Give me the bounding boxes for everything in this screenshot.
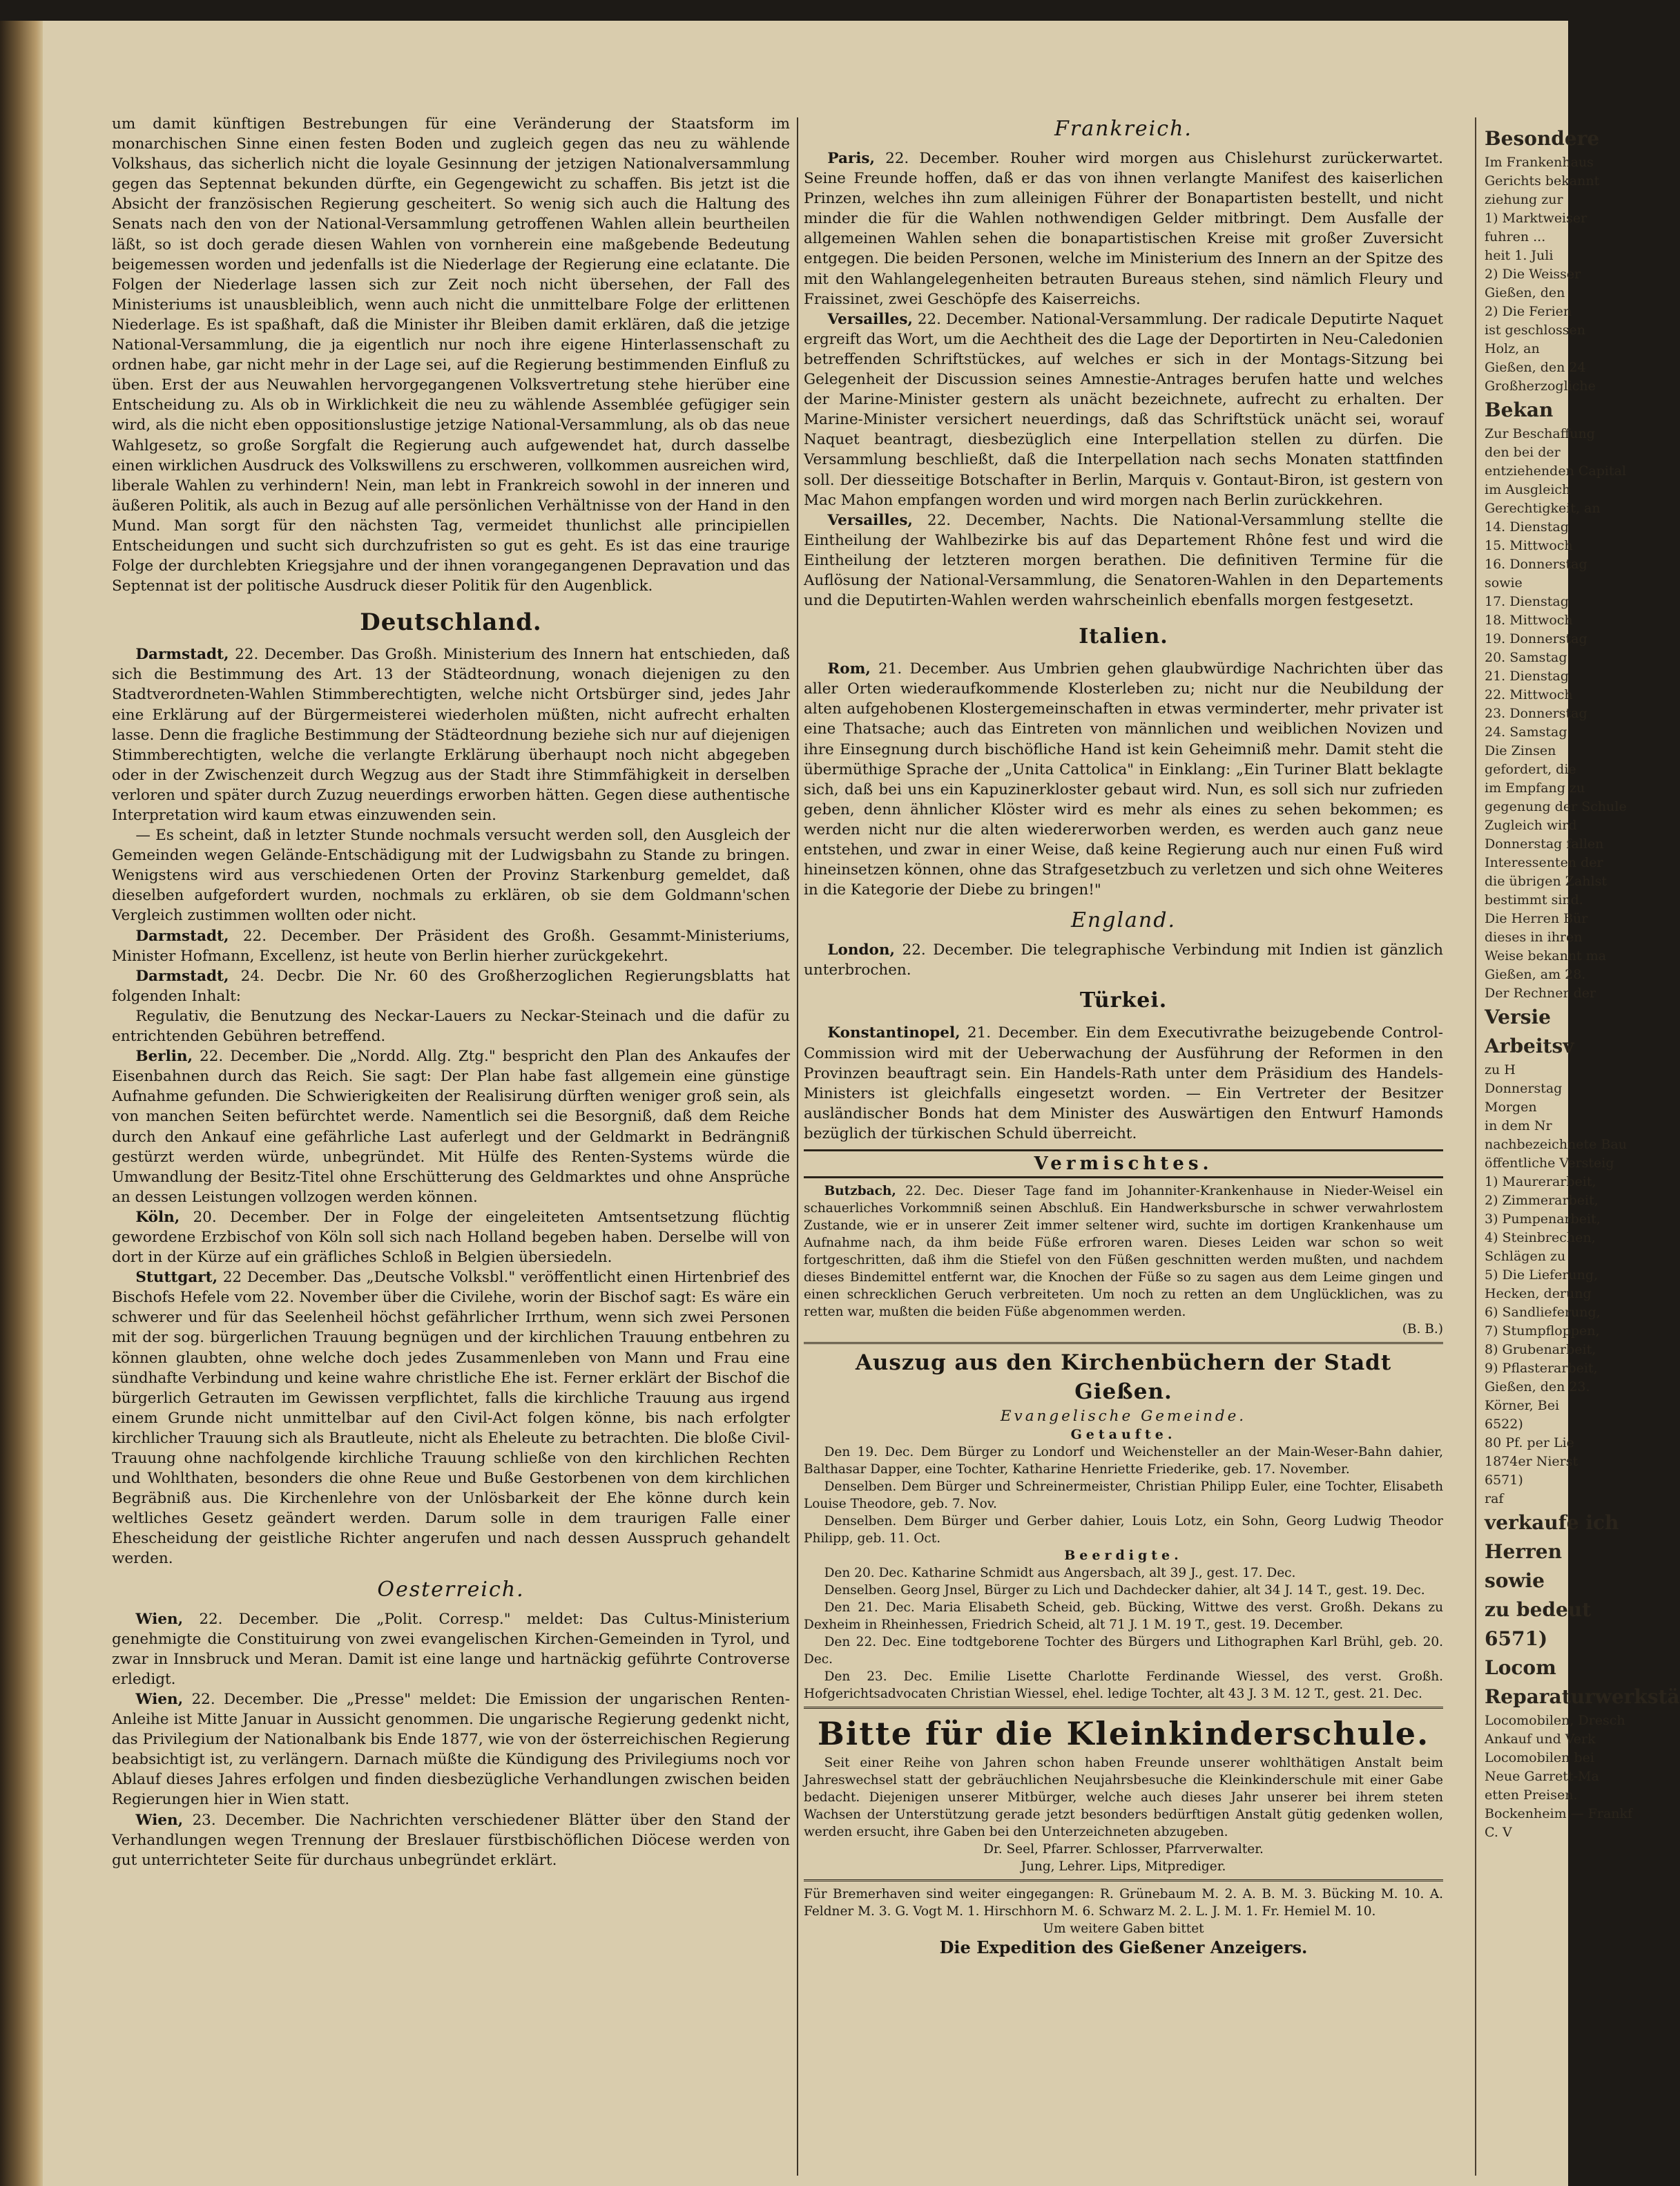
- article-rom: [804, 659, 1443, 900]
- ad-fragment-line: 14. Dienstag: [1485, 519, 1569, 535]
- ad-fragment-line: Hecken, derung: [1485, 1286, 1592, 1301]
- ad-fragment-line: Zugleich wird: [1485, 818, 1577, 833]
- ad-fragment-line: ist geschlossen: [1485, 323, 1586, 338]
- article-body: 22. December, Nachts. Die National-Versammlung stellte die Eintheilung der Wahlbezirke bis auf das Departement Rhône fest und wird die Eintheilung der letzteren morgen berathen. Die definitiven Termine für die Auflösung der National-Versammlung, die Senatoren-Wahlen in den Departements und die Deputirten-Wahlen werden wahrscheinlich ebenfalls morgen festgesetzt.: [804, 511, 1443, 610]
- ad-fragment-line: 1) Maurerarbeit,: [1485, 1174, 1596, 1189]
- record-entry: Denselben. Dem Bürger und Gerber dahier, Louis Lotz, ein Sohn, Georg Ludwig Theodor Philipp, geb. 11. Oct.: [804, 1514, 1443, 1546]
- ad-fragment-line: Herren: [1485, 1540, 1562, 1563]
- ad-fragment-line: gefordert, die: [1485, 762, 1576, 777]
- ad-fragment-line: 1874er Nierst: [1485, 1454, 1578, 1469]
- ad-fragment-line: 6) Sandlieferung,: [1485, 1305, 1601, 1320]
- ad-fragment-line: Die Herren Bür: [1485, 911, 1588, 926]
- ad-fragment-line: Gießen, den 24: [1485, 360, 1586, 375]
- ad-fragment-line: 20. Samstag: [1485, 650, 1567, 665]
- article-body: 20. December. Der in Folge der eingeleiteten Amtsentsetzung flüchtig gewordene Erzbischof von Köln soll sich nach Holland begeben haben. Derselbe will von dort in der Kürze auf ein gräfliches Schloß in Belgien übersiedeln.: [112, 1208, 791, 1267]
- dateline-place: Konstantinopel,: [827, 1024, 960, 1042]
- article-darmstadt-2: [112, 926, 790, 966]
- article-body: 21. December. Ein dem Executivrathe beizugebende Control-Commission wird mit der Ueberwachung der Ausführung der Reformen in den Provinzen beauftragt sein. Ein Handels-Rath unter dem Präsidium des Handels-Ministers ist gleichfalls eingesetzt worden. — Ein Vertreter der Besitzer ausländischer Bonds hat dem Minister des Auswärtigen den Entwurf Hamonds bezüglich der türkischen Schuld überreicht.: [804, 1024, 1443, 1142]
- ad-fragment-line: Der Rechner der: [1485, 986, 1596, 1001]
- ad-fragment-line: Arbeitsv: [1485, 1035, 1574, 1057]
- ad-fragment-line: Schlägen zu: [1485, 1249, 1566, 1264]
- divider: [804, 1879, 1443, 1881]
- ad-fragment-line: Gerichts bekannt: [1485, 173, 1600, 189]
- buried-heading: Beerdigte.: [1064, 1548, 1183, 1564]
- church-records: [804, 1426, 1443, 1703]
- article-source: (B. B.): [1402, 1322, 1443, 1337]
- ad-fragment-line: zu bedeut: [1485, 1598, 1592, 1621]
- section-title-italy: Italien.: [1079, 624, 1168, 649]
- appeal-text: Seit einer Reihe von Jahren schon haben Freunde unserer wohlthätigen Anstalt beim Jahreswechsel statt der gebräuchlichen Neujahrsbesuche die Kleinkinderschule mit einer Gabe bedacht. Diejenigen unserer Mitbürger, welche auch dieses Jahr unserer bei ihrem steten Wachsen der Unterstützung gerade jetzt besonders bedürftigen Anstalt gütig gedenken wollen, werden ersucht, ihre Gaben bei den Unterzeichneten abzugeben.: [804, 1756, 1443, 1840]
- ad-fragment-line: 6571): [1485, 1627, 1548, 1650]
- dateline-place: Berlin,: [135, 1048, 193, 1066]
- ad-fragment-line: 6571): [1485, 1473, 1523, 1488]
- ad-fragment-line: nachbezeichnete Bau: [1485, 1137, 1627, 1152]
- section-title-germany: Deutschland.: [360, 608, 542, 637]
- church-records-subtitle: Evangelische Gemeinde.: [1000, 1408, 1247, 1426]
- ad-fragment-line: Reparaturwerkstä: [1485, 1685, 1680, 1708]
- dateline-place: Rom,: [827, 660, 871, 678]
- section-title-france: Frankreich.: [1054, 117, 1193, 141]
- donations-request: Um weitere Gaben bittet: [1043, 1921, 1204, 1937]
- record-entry: Denselben. Georg Jnsel, Bürger zu Lich und Dachdecker dahier, alt 34 J. 14 T., gest. 19. Dec.: [824, 1583, 1425, 1598]
- ad-fragment-line: Neue Garrett-Ma: [1485, 1769, 1599, 1784]
- ad-fragment-line: 2) Die Ferien: [1485, 304, 1572, 319]
- article-darmstadt-3: [112, 966, 790, 1006]
- ad-fragment-line: Körner, Bei: [1485, 1398, 1560, 1413]
- dateline-place: London,: [827, 941, 895, 959]
- donations-signature: Die Expedition des Gießener Anzeigers.: [939, 1937, 1308, 1958]
- ad-fragment-line: verkaufe ich: [1485, 1511, 1619, 1534]
- article-body: 22. December. Die „Nordd. Allg. Ztg." bespricht den Plan des Ankaufes der Eisenbahnen durch das Reich. Sie sagt: Der Plan habe fast allgemein eine günstige Aufnahme gefunden. Die Schwierigkeiten der Realisirung dürften weniger groß sein, als von manchen Seiten befürchtet werde. Namentlich sei die Besorgniß, daß dem Reiche durch den Ankauf eine gefährliche Last auferlegt und der Geldmarkt in Bedrängniß gestürzt werden würde, unbegründet. Mit Hülfe des Renten-Systems würde die Umwandlung der Besitz-Titel ohne Erschütterung des Geldmarktes und ohne Ansprüche an dessen Leistungen vollzogen werden können.: [112, 1048, 790, 1206]
- ad-fragment-line: im Empfang zu: [1485, 780, 1585, 796]
- article-body: 21. December. Aus Umbrien gehen glaubwürdige Nachrichten über das aller Orten wiederaufkommende Klosterleben zu; nicht nur die Neubildung der alten aufgehobenen Klostergemeinschaften in etwas verminderter, mehr privater ist eine Thatsache; auch das Eintreten von männlichen und weiblichen Novizen und ihre Einsegnung durch bischöfliche Hand ist kein Geheimniß mehr. Damit steht die übermüthige Sprache der „Unita Cattolica" in Einklang: „Ein Turiner Blatt beklagte sich, daß bei uns ein Kapuzinerkloster gebaut wird. Nun, es soll sich nur zufrieden geben, denn ähnlicher Klöster wird es mehr als eines zu sehen bekommen; es werden nicht nur die alten wiedererworben werden, es werden auch ganz neue entstehen, und zwar in einer Weise, daß keine Regierung auch nur einen Fuß wird hineinsetzen können, ohne das Strafgesetzbuch zu verletzen und sich ohne Weiteres in die Kategorie der Diebe zu bringen!": [804, 660, 1443, 899]
- article-body: 22. December. Der Präsident des Großh. Gesammt-Ministeriums, Minister Hofmann, Excellenz, ist heute von Berlin hierher zurückgekehrt.: [112, 927, 790, 965]
- ad-fragment-line: 2) Die Weisser: [1485, 267, 1581, 282]
- ad-fragment-line: Locom: [1485, 1656, 1556, 1679]
- ad-fragment-line: dieses in ihren: [1485, 930, 1583, 945]
- newspaper-page: [43, 21, 1680, 2186]
- ad-fragment-line: Ankauf und Verk: [1485, 1732, 1596, 1747]
- article-berlin: [112, 1046, 790, 1207]
- article-stuttgart: [112, 1267, 790, 1569]
- record-entry: Den 20. Dec. Katharine Schmidt aus Angersbach, alt 39 J., gest. 17. Dec.: [824, 1566, 1296, 1581]
- dateline-place: Paris,: [827, 150, 875, 167]
- ad-fragment-line: 1) Marktweiser: [1485, 211, 1587, 226]
- section-title-turkey: Türkei.: [1079, 988, 1168, 1013]
- article-versailles-1: [804, 309, 1443, 510]
- ad-fragment-line: in dem Nr: [1485, 1118, 1552, 1133]
- ad-fragment-line: fuhren ...: [1485, 229, 1546, 245]
- ad-fragment-line: entziehenden Capital: [1485, 463, 1626, 479]
- baptized-heading: Getaufte.: [1070, 1427, 1177, 1443]
- ad-fragment-line: im Ausgleich: [1485, 482, 1571, 497]
- right-column-ads: [1485, 124, 1680, 1842]
- ad-fragment-line: 3) Pumpenarbeit,: [1485, 1211, 1601, 1227]
- article-body: 22. December. National-Versammlung. Der radicale Deputirte Naquet ergreift das Wort, um die Aechtheit des die Lage der Deportirten in Neu-Caledonien betreffenden Schriftstückes, auf welches er sich in der Montags-Sitzung bei Gelegenheit der Discussion seines Amnestie-Antrages berufen hatte und welches der Marine-Minister gestern als unächt bezeichnete, aufrecht zu erhalten. Der Marine-Minister versichert neuerdings, daß das Schriftstück unächt sei, worauf Naquet beantragt, diesbezüglich eine Interpellation stellen zu dürfen. Die Versammlung beschließt, daß die Interpellation nach sechs Monaten stattfinden soll. Der diesseitige Botschafter in Berlin, Marquis v. Gontaut-Biron, ist gestern von Mac Mahon empfangen worden und wird morgen nach Berlin zurückkehren.: [804, 310, 1443, 509]
- dateline-place: Wien,: [135, 1690, 184, 1708]
- ad-fragment-line: 6522): [1485, 1417, 1523, 1432]
- article-darmstadt-1-more: — Es scheint, daß in letzter Stunde nochmals versucht werden soll, den Ausgleich der Gemeinden wegen Gelände-Entschädigung mit der Ludwigsbahn zu Stande zu bringen. Wenigstens wird aus verschiedenen Orten der Provinz Starkenburg gemeldet, daß dieselben aufgefordert wurden, nochmals zu erklären, ob sie dem Goldmann'schen Vergleich zustimmen wollten oder nicht.: [112, 827, 790, 925]
- ad-fragment-line: 8) Grubenarbeit,: [1485, 1342, 1596, 1357]
- ad-fragment-line: sowie: [1485, 1569, 1545, 1592]
- ad-fragment-line: öffentliche Versteig: [1485, 1156, 1614, 1171]
- dateline-place: Wien,: [135, 1610, 184, 1628]
- ad-fragment-line: heit 1. Juli: [1485, 248, 1554, 263]
- article-london: [804, 940, 1443, 980]
- ad-fragment-line: Zur Beschaffung: [1485, 426, 1595, 441]
- middle-column: [804, 114, 1443, 1957]
- article-body: 22. December. Die telegraphische Verbindung mit Indien ist gänzlich unterbrochen.: [804, 941, 1443, 979]
- article-versailles-2: [804, 510, 1443, 611]
- article-wien-2: [112, 1689, 790, 1810]
- ad-fragment-line: sowie: [1485, 575, 1523, 591]
- dateline-place: Darmstadt,: [135, 927, 229, 945]
- article-body: 22. December. Die „Presse" meldet: Die Emission der ungarischen Renten-Anleihe ist Mitte Januar in Aussicht genommen. Die ungarische Regierung gedenkt nicht, das Privilegium der Nationalbank bis Ende 1877, wie von der österreichischen Regierung beabsichtigt ist, zu verlängern. Darnach müßte die Kündigung des Privilegiums noch vor Ablauf dieses Jahres erfolgen und finden diesbezügliche Verhandlungen zwischen beiden Regierungen hier in Wien statt.: [112, 1690, 790, 1809]
- ad-fragment-line: Locomobilen bei: [1485, 1750, 1594, 1765]
- ad-fragment-line: die übrigen Zahlst: [1485, 874, 1607, 889]
- dateline-place: Darmstadt,: [135, 967, 229, 985]
- article-butzbach: [804, 1182, 1443, 1338]
- divider: [804, 1707, 1443, 1709]
- ad-fragment-line: Gerechtigkeit, an: [1485, 501, 1601, 516]
- section-title-austria: Oesterreich.: [377, 1577, 525, 1602]
- dateline-place: Versailles,: [827, 511, 913, 529]
- ad-fragment-line: 4) Steinbrechen,: [1485, 1230, 1596, 1245]
- article-body: 22. December. Die „Polit. Corresp." meldet: Das Cultus-Ministerium genehmigte die Constituirung von zwei evangelischen Kirchen-Gemeinden in Tyrol, und zwar in Innsbruck und Meran. Damit ist eine lange und hartnäckig geführte Controverse erledigt.: [112, 1610, 790, 1688]
- ad-fragment-line: Gießen, den 23.: [1485, 1379, 1590, 1394]
- ad-fragment-line: 5) Die Lieferung,: [1485, 1267, 1599, 1283]
- record-entry: Den 21. Dec. Maria Elisabeth Scheid, geb. Bücking, Wittwe des verst. Großh. Dekans zu Dexheim in Rheinhessen, Friedrich Scheid, alt 71 J. 1 M. 19 T., gest. 19. December.: [804, 1600, 1443, 1633]
- ad-fragment-line: 15. Mittwoch: [1485, 538, 1573, 553]
- ad-fragment-line: Weise bekannt ma: [1485, 948, 1607, 963]
- ad-fragment-line: Versie: [1485, 1006, 1551, 1028]
- ad-fragment-line: 21. Dienstag: [1485, 669, 1569, 684]
- article-darmstadt-1: [112, 644, 790, 825]
- column-rule-right: [1475, 117, 1476, 2176]
- dateline-place: Wien,: [135, 1811, 184, 1829]
- ad-fragment-line: Bockenheim — Frankf: [1485, 1806, 1633, 1821]
- appeal-signature-1: Dr. Seel, Pfarrer. Schlosser, Pfarrverwalter.: [983, 1842, 1264, 1857]
- section-title-misc: Vermischtes.: [804, 1149, 1443, 1178]
- ad-fragment-line: etten Preisen.: [1485, 1787, 1578, 1803]
- ad-fragment-line: Locomobilen, Dresch: [1485, 1713, 1625, 1728]
- ad-fragment-line: 18. Mittwoch: [1485, 613, 1573, 628]
- article-darmstadt-3-content: Regulativ, die Benutzung des Neckar-Lauers zu Neckar-Steinach und die dafür zu entrichtenden Gebühren betreffend.: [112, 1007, 790, 1046]
- ad-fragment-line: Donnerstag fallen: [1485, 836, 1604, 852]
- appeal-signature-2: Jung, Lehrer. Lips, Mitprediger.: [1021, 1859, 1226, 1875]
- ad-fragment-line: Interessenten der: [1485, 855, 1603, 870]
- dateline-place: Darmstadt,: [135, 646, 229, 664]
- ad-fragment-line: 24. Samstag: [1485, 725, 1567, 740]
- ad-fragment-line: Holz, an: [1485, 341, 1540, 356]
- appeal-title: Bitte für die Kleinkinderschule.: [817, 1715, 1430, 1753]
- ad-fragment-line: 17. Dienstag: [1485, 594, 1569, 609]
- record-entry: Den 23. Dec. Emilie Lisette Charlotte Ferdinande Wiessel, des verst. Großh. Hofgerichtsadvocaten Christian Wiessel, ehel. ledige Tochter, alt 43 J. 3 M. 12 T., gest. 21. Dec.: [804, 1669, 1443, 1702]
- article-body: 22. Dec. Dieser Tage fand im Johanniter-Krankenhause in Nieder-Weisel ein schauerliches Vorkommniß seinen Abschluß. Ein Handwerksbursche in schwer verwahrlostem Zustande, wie er in unserer Zeit immer seltener wird, suchte im dortigen Krankenhause um Aufnahme nach, da ihm beide Füße erfroren waren. Dieses Leiden war schon so weit fortgeschritten, daß ihm die Stiefel von den Füßen geschnitten werden mußten, und nachdem dieses Bindemittel entfernt war, die Knochen der Füße so zu sagen aus dem Leime gingen und einen schrecklichen Geruch verbreiteten. Um noch zu retten an dem Unglücklichen, was zu retten war, mußten die beiden Füße abgenommen werden.: [804, 1184, 1443, 1320]
- france-politics-article: um damit künftigen Bestrebungen für eine Veränderung der Staatsform im monarchischen Sinne einen festen Boden und zugleich gegen das neu zu wählende Volkshaus, das sicherlich nicht die loyale Gesinnung der jetzigen Nationalversammlung gegen das Septennat bekunden dürfte, ein Gegengewicht zu schaffen. Bis jetzt ist die Absicht der französischen Regierung gescheitert. So wenig sich auch die Haltung des Senats nach den von der National-Versammlung getroffenen Wahlen allein beurtheilen läßt, so ist doch gerade diesen Wahlen von vornherein eine maßgebende Bedeutung beigemessen worden und jedenfalls ist die Niederlage der Regierung eine eclatante. Die Folgen der Niederlage lassen sich zur Zeit noch nicht übersehen, der Fall des Ministeriums ist unausbleiblich, wenn auch nicht die unmittelbare Folge der erlittenen Niederlage. Es ist spaßhaft, daß die Minister ihr Bleiben damit erklären, daß die jetzige National-Versammlung, die ja eigentlich nur noch ihre eigene Hinterlassenschaft zu ordnen habe, gar nicht mehr in der Lage sei, auf die Regierung bestimmenden Einfluß zu üben. Erst der aus Neuwahlen hervorgegangenen Volksvertretung stehe hierüber eine Entscheidung zu. Als ob in Wirklichkeit die neu zu wählende Assemblée gefügiger sein wird, als die nicht eben oppositionslustige jetzige National-Versammlung, als ob das neue Wahlgesetz, so große Sorgfalt die Regierung auch aufgewendet hat, durch dasselbe einen wirklichen Ausdruck des Volkswillens zu erschweren, vollkommen ausreichen wird, liberale Wahlen zu verhindern! Nein, man lebt in Frankreich sowohl in der inneren und äußeren Politik, als auch in Bezug auf alle persönlichen Verhältnisse von der Hand in den Mund. Man sorgt für den nächsten Tag, vermeidet thunlichst alle principiellen Entscheidungen und sucht sich durchzufristen so gut es geht. Es ist das eine traurige Folge der durchlebten Kriegsjahre und der ihnen vorangegangenen Depravation und das Septennat ist der politische Ausdruck dieser Politik für den Augenblick.: [112, 115, 790, 595]
- donations-list: Für Bremerhaven sind weiter eingegangen: R. Grünebaum M. 2. A. B. M. 3. Bücking M. 10. A. Feldner M. 3. G. Vogt M. 1. Hirschhorn M. 6. Schwarz M. 2. L. J. M. 1. Fr. Hemiel M. 10.: [804, 1887, 1443, 1919]
- article-body: 23. December. Die Nachrichten verschiedener Blätter über den Stand der Verhandlungen wegen Trennung der Breslauer fürstbischöflichen Diöcese werden von gut unterrichteter Seite für durchaus unbegründet erklärt.: [112, 1811, 790, 1869]
- record-entry: Denselben. Dem Bürger und Schreinermeister, Christian Philipp Euler, eine Tochter, Elisabeth Louise Theodore, geb. 7. Nov.: [804, 1479, 1443, 1512]
- ad-fragment-line: 16. Donnerstag: [1485, 557, 1587, 572]
- ad-fragment-line: den bei der: [1485, 445, 1561, 460]
- ad-fragment-line: 80 Pf. per Lie: [1485, 1435, 1574, 1450]
- dateline-place: Köln,: [135, 1208, 180, 1226]
- ad-fragment-line: raf: [1485, 1491, 1504, 1506]
- ad-fragment-line: Im Frankenhaus: [1485, 155, 1594, 170]
- article-body: 22. December. Das Großh. Ministerium des Innern hat entschieden, daß sich die Bestimmung des Art. 13 der Städteordnung, wonach diejenigen zu den Stadtverordneten-Wahlen Stimmberechtigten, welche nicht Ortsbürger sind, jedes Jahr eine Erklärung auf der Bürgermeisterei wiederholen müßten, nicht aufrecht erhalten lasse. Denn die fragliche Bestimmung der Städteordnung beziehe sich nur auf diejenigen Stimmberechtigten, welche die verlangte Erklärung überhaupt noch nicht abgegeben oder in der Zwischenzeit durch Wegzug aus der Stadt ihre Stimmfähigkeit in derselben verloren und später durch Zuzug neuerdings erworben hätten. Gegen diese authentische Interpretation wird kaum etwas einzuwenden sein.: [112, 646, 790, 824]
- church-records-title: Auszug aus den Kirchenbüchern der Stadt Gießen.: [855, 1350, 1392, 1405]
- ad-fragment-line: bestimmt sind.: [1485, 892, 1583, 908]
- ad-fragment-line: 23. Donnerstag: [1485, 706, 1587, 721]
- ad-fragment-line: Donnerstag: [1485, 1081, 1563, 1096]
- column-rule: [797, 117, 798, 2176]
- dateline-place: Butzbach,: [824, 1184, 896, 1199]
- article-wien-1: [112, 1609, 790, 1689]
- ad-fragment-line: 9) Pflasterarbeit,: [1485, 1361, 1598, 1376]
- ad-fragment-line: Bekan: [1485, 399, 1554, 421]
- article-body: 24. Decbr. Die Nr. 60 des Großherzoglichen Regierungsblatts hat folgenden Inhalt:: [112, 967, 790, 1005]
- ad-fragment-line: Großherzogliche: [1485, 378, 1596, 394]
- dateline-place: Stuttgart,: [135, 1269, 218, 1287]
- left-column: [112, 114, 790, 1870]
- ad-fragment-line: 7) Stumpfloppen,: [1485, 1323, 1600, 1339]
- ad-fragment-line: Besondere: [1485, 127, 1600, 150]
- article-konstantinopel: [804, 1023, 1443, 1144]
- record-entry: Den 19. Dec. Dem Bürger zu Londorf und Weichensteller an der Main-Weser-Bahn dahier, Balthasar Dapper, eine Tochter, Katharine Henriette Friederike, geb. 17. November.: [804, 1445, 1443, 1477]
- book-spine-edge: [0, 21, 43, 2186]
- ad-fragment-line: Die Zinsen: [1485, 743, 1556, 758]
- ad-fragment-line: 2) Zimmerarbeit,: [1485, 1193, 1599, 1208]
- ad-fragment-line: 19. Donnerstag: [1485, 631, 1587, 646]
- article-paris: [804, 148, 1443, 309]
- ad-fragment-line: Gießen, den: [1485, 285, 1565, 300]
- article-koeln: [112, 1207, 790, 1267]
- divider: [804, 1342, 1443, 1344]
- article-body: 22 December. Das „Deutsche Volksbl." veröffentlicht einen Hirtenbrief des Bischofs Hefele vom 22. November über die Civilehe, worin der Bischof sagt: Es wäre ein schwerer und für das Seelenheil höchst gefährlicher Irrthum, wenn sich zwei Personen mit der sog. bürgerlichen Trauung begnügen und der kirchlichen Trauung entbehren zu können glaubten, ohne welche doch jedes Zusammenleben von Mann und Frau eine sündhafte Verbindung und keine wahre christliche Ehe ist. Ferner erklärt der Bischof die bürgerlich Getrauten im Gewissen verpflichtet, falls die kirchliche Trauung aus irgend einem Grunde nicht unmittelbar auf den Civil-Act folgen könne, bis nach erfolgter kirchlicher Trauung sich als Brautleute, nicht als Eheleute zu betrachten. Die bloße Civil-Trauung ohne nachfolgende kirchliche Trauung schließe von den kirchlichen Rechten und Wohlthaten, besonders die ohne Reue und Buße Gestorbenen von dem kirchlichen Begräbniß aus. Die Kirchenlehre von der Unlösbarkeit der Ehe könne durch kein weltliches Gesetz geändert werden. Darum solle in dem traurigen Falle einer Ehescheidung der geistliche Richter angerufen und nach dessen Ausspruch gehandelt werden.: [112, 1269, 790, 1568]
- record-entry: Den 22. Dec. Eine todtgeborene Tochter des Bürgers und Lithographen Karl Brühl, geb. 20. Dec.: [804, 1635, 1443, 1667]
- ad-fragment-line: Gießen, am 28.: [1485, 967, 1586, 982]
- article-wien-3: [112, 1810, 790, 1870]
- ad-fragment-line: C. V: [1485, 1825, 1512, 1840]
- dateline-place: Versailles,: [827, 310, 913, 328]
- ad-fragment-line: gegenung der Schule: [1485, 799, 1627, 814]
- ad-fragment-line: ziehung zur: [1485, 192, 1563, 207]
- section-title-england: England.: [1071, 908, 1176, 933]
- ad-fragment-line: zu H: [1485, 1062, 1516, 1077]
- ad-fragment-line: 22. Mittwoch: [1485, 687, 1573, 702]
- ad-fragment-line: Morgen: [1485, 1100, 1537, 1115]
- article-body: 22. December. Rouher wird morgen aus Chislehurst zurückerwartet. Seine Freunde hoffen, daß er das von ihnen verlangte Manifest des kaiserlichen Prinzen, welches ihn zum alleinigen Führer der Bonapartisten bestellt, und nicht minder die für die Wahlen nothwendigen Gelder mitbringt. Dem Ausfalle der allgemeinen Wahlen sehen die bonapartistischen Kreise mit großer Zuversicht entgegen. Die beiden Personen, welche im Ministerium des Innern an der Spitze des mit den Wahlangelegenheiten betrauten Bureaus stehen, sind nämlich Fleury und Fraissinet, zwei Geschöpfe des Kaiserreichs.: [804, 150, 1444, 308]
